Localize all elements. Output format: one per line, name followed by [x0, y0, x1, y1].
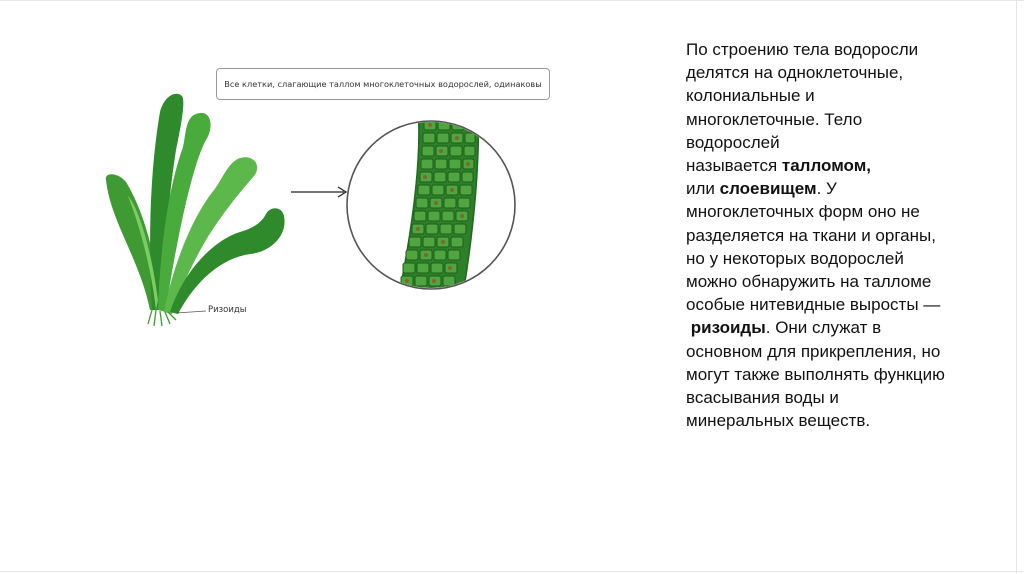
text-line — [686, 154, 996, 177]
text-line: можно обнаружить на талломе — [686, 272, 932, 292]
text-line: водорослей — [686, 132, 780, 152]
text-fragment: . Они служат в — [765, 318, 882, 338]
figure-caption: Все клетки, слагающие таллом многоклеточных водорослей, одинаковы — [224, 79, 542, 89]
alga-thallus — [106, 94, 285, 314]
rhizoid-pointer-line — [176, 311, 206, 313]
body-text — [686, 38, 996, 432]
alga-illustration — [0, 0, 660, 340]
text-line: колониальные и — [686, 86, 815, 106]
text-line: особые нитевидные выросты — — [686, 295, 941, 315]
term-sloevishche: слоевищем — [719, 179, 817, 199]
arrow-icon — [291, 187, 346, 197]
text-line: всасывания воды и — [686, 388, 839, 408]
term-thallus: талломом — [781, 156, 867, 176]
rhizoid-label: Ризоиды — [208, 305, 247, 315]
text-line: основном для прикрепления, но — [686, 341, 941, 361]
figure-caption-box — [216, 68, 550, 100]
text-fragment: , — [866, 156, 872, 176]
text-fragment: или — [686, 179, 720, 199]
text-line: минеральных веществ. — [686, 411, 871, 431]
text-line: разделяется на ткани и органы, — [686, 225, 936, 245]
text-fragment: . У — [816, 179, 837, 199]
bottom-border-line — [0, 571, 1024, 572]
text-fragment: называется — [686, 156, 782, 176]
text-line: По строению тела водоросли — [686, 40, 919, 59]
right-border-line — [1016, 0, 1017, 574]
text-line: многоклеточных форм оно не — [686, 202, 920, 222]
text-line: многоклеточные. Тело — [686, 109, 863, 129]
text-line — [686, 316, 996, 339]
text-line — [686, 177, 996, 200]
text-line: могут также выполнять функцию — [686, 364, 945, 384]
text-line: но у некоторых водорослей — [686, 248, 904, 268]
text-line: делятся на одноклеточные, — [686, 63, 904, 83]
term-rhizoids: ризоиды — [690, 318, 766, 338]
